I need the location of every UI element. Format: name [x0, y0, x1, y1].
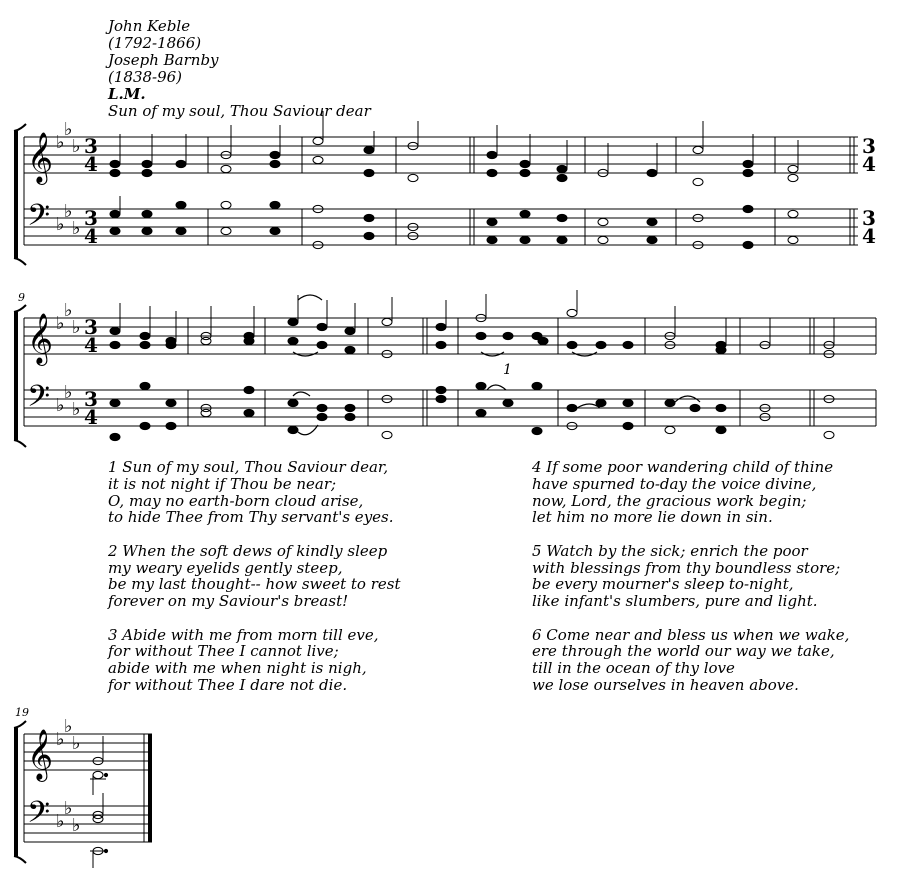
verse-3 — [108, 627, 401, 694]
composer-name: Joseph Barnby — [108, 51, 219, 69]
svg-text:4: 4 — [84, 405, 98, 429]
fingering-label: 1 — [503, 362, 512, 378]
verses-left-column — [108, 459, 401, 710]
verse-line: forever on my Saviour's breast! — [108, 592, 349, 611]
svg-text:3: 3 — [84, 134, 98, 158]
measure-number-9: 9 — [18, 291, 25, 304]
verse-line: with blessings from thy boundless store; — [532, 558, 841, 577]
notes-treble-2 — [110, 290, 834, 358]
flat-icon-group — [56, 119, 81, 239]
svg-text:♭: ♭ — [72, 399, 81, 420]
svg-text:♭: ♭ — [72, 218, 81, 239]
meter-label: L.M. — [108, 85, 146, 103]
verse-line: my weary eyelids gently steep, — [108, 558, 343, 577]
verse-1 — [108, 459, 401, 526]
svg-text:4: 4 — [862, 152, 876, 176]
verse-line: be my last thought-- how sweet to rest — [108, 575, 401, 594]
svg-text:3: 3 — [862, 134, 876, 158]
bass-clef-icon: 𝄢 — [27, 380, 51, 421]
verse-line: till in the ocean of thy love — [532, 659, 735, 678]
notes-bass-2 — [110, 382, 834, 440]
svg-text:♭: ♭ — [56, 313, 65, 334]
svg-text:3: 3 — [862, 206, 876, 230]
system-2 — [14, 290, 876, 447]
svg-text:3: 3 — [84, 315, 98, 339]
verses-right-column — [532, 459, 849, 710]
bass-clef-icon: 𝄢 — [27, 796, 51, 837]
svg-text:3: 3 — [84, 206, 98, 230]
verse-line: for without Thee I dare not die. — [108, 675, 348, 694]
system-bracket-bottom — [14, 258, 26, 265]
slurs — [293, 295, 700, 435]
treble-staff — [24, 318, 876, 354]
svg-text:♭: ♭ — [64, 201, 73, 222]
svg-text:♭: ♭ — [56, 132, 65, 153]
verse-2 — [108, 543, 401, 610]
verse-line: to hide Thee from Thy servant's eyes. — [108, 508, 394, 527]
verse-line: 1 Sun of my soul, Thou Saviour dear, — [108, 458, 389, 476]
system-3 — [14, 716, 152, 868]
verse-line: 4 If some poor wandering child of thine — [532, 458, 834, 476]
verse-5 — [532, 543, 849, 610]
notes-treble-1 — [110, 111, 798, 186]
bass-clef-icon: 𝄢 — [27, 199, 51, 240]
verse-line: have spurned to-day the voice divine, — [532, 474, 817, 493]
treble-clef-icon: 𝄞 — [27, 132, 54, 183]
verse-line: let him no more lie down in sin. — [532, 508, 773, 527]
author-name: John Keble — [108, 17, 191, 35]
verse-line: like infant's slumbers, pure and light. — [532, 592, 818, 611]
bass-staff — [24, 390, 876, 426]
flat-icon-group — [56, 716, 81, 836]
svg-text:4: 4 — [84, 152, 98, 176]
verse-line: 6 Come near and bless us when we wake, — [532, 625, 850, 644]
barlines — [208, 137, 854, 245]
svg-text:♭: ♭ — [72, 136, 81, 157]
time-signature — [84, 315, 98, 429]
verse-line: for without Thee I cannot live; — [108, 642, 339, 661]
svg-text:♭: ♭ — [64, 382, 73, 403]
svg-text:♭: ♭ — [72, 317, 81, 338]
time-signature — [84, 134, 876, 248]
final-barline — [144, 734, 150, 842]
verse-line: 5 Watch by the sick; enrich the poor — [532, 541, 808, 560]
verse-line: it is not night if Thou be near; — [108, 474, 337, 493]
hymn-title: Sun of my soul, Thou Saviour dear — [108, 102, 371, 120]
system-1 — [14, 111, 876, 265]
verse-line: ere through the world our way we take, — [532, 642, 835, 661]
notes-bass-1 — [110, 196, 798, 249]
treble-clef-icon: 𝄞 — [27, 313, 54, 364]
svg-text:♭: ♭ — [56, 395, 65, 416]
verse-line: 2 When the soft dews of kindly sleep — [108, 541, 388, 560]
svg-text:♭: ♭ — [64, 716, 73, 737]
verse-line: 3 Abide with me from morn till eve, — [108, 625, 379, 644]
verse-line: be every mourner's sleep to-night, — [532, 575, 794, 594]
svg-text:♭: ♭ — [72, 733, 81, 754]
verse-line: we lose ourselves in heaven above. — [532, 675, 799, 694]
svg-text:♭: ♭ — [64, 300, 73, 321]
system-bracket-top — [14, 124, 26, 131]
svg-text:4: 4 — [862, 224, 876, 248]
measure-number-19: 19 — [15, 706, 29, 719]
composer-dates: (1838-96) — [108, 68, 183, 86]
author-dates: (1792-1866) — [108, 34, 202, 52]
barlines — [188, 318, 876, 426]
notes-system-3 — [90, 736, 108, 868]
svg-text:♭: ♭ — [64, 119, 73, 140]
svg-text:♭: ♭ — [56, 811, 65, 832]
treble-clef-icon: 𝄞 — [27, 729, 54, 780]
verse-line: now, Lord, the gracious work begin; — [532, 491, 807, 510]
svg-text:♭: ♭ — [56, 729, 65, 750]
verse-4 — [532, 459, 849, 526]
svg-text:4: 4 — [84, 333, 98, 357]
svg-text:♭: ♭ — [56, 214, 65, 235]
svg-text:♭: ♭ — [64, 798, 73, 819]
svg-text:3: 3 — [84, 387, 98, 411]
svg-text:♭: ♭ — [72, 815, 81, 836]
verse-6 — [532, 627, 849, 694]
verse-line: abide with me when night is nigh, — [108, 659, 367, 678]
svg-text:4: 4 — [84, 224, 98, 248]
flat-icon-group — [56, 300, 81, 420]
verse-line: O, may no earth-born cloud arise, — [108, 491, 364, 510]
